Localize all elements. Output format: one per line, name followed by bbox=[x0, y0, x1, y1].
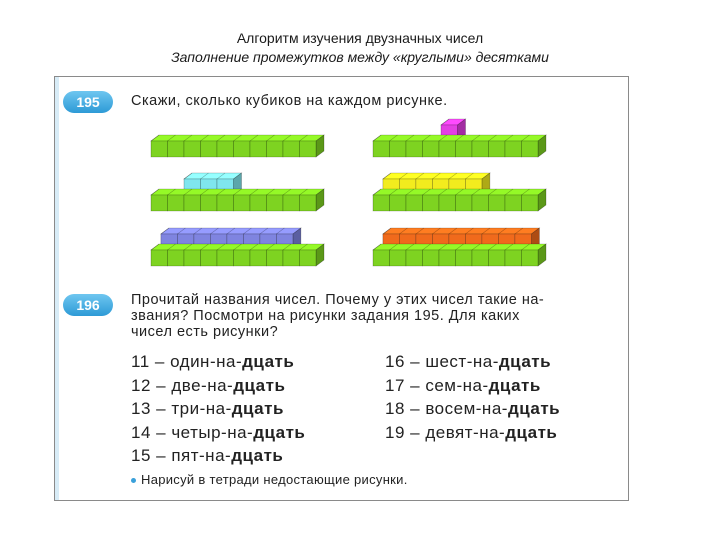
cube bbox=[151, 195, 168, 211]
number-name-row: 18 – восем-на-дцать bbox=[385, 399, 561, 418]
cube bbox=[250, 195, 267, 211]
cube bbox=[267, 195, 284, 211]
cube bbox=[300, 250, 317, 266]
number-name-row: 15 – пят-на-дцать bbox=[131, 446, 284, 465]
page-title: Алгоритм изучения двузначных чисел bbox=[236, 30, 484, 46]
cube bbox=[522, 250, 539, 266]
cube bbox=[472, 195, 489, 211]
number: 12 bbox=[131, 375, 151, 395]
cube bbox=[151, 141, 168, 157]
number-name-suffix: дцать bbox=[231, 446, 284, 465]
cube bbox=[151, 250, 168, 266]
cube bbox=[283, 141, 300, 157]
cube bbox=[217, 195, 234, 211]
number-name-suffix: дцать bbox=[488, 375, 541, 395]
cube bbox=[489, 195, 506, 211]
cube bbox=[522, 195, 539, 211]
task-196-text bbox=[131, 292, 544, 340]
cube bbox=[390, 141, 407, 157]
cube bbox=[423, 250, 440, 266]
cube bbox=[489, 250, 506, 266]
cube bbox=[184, 195, 201, 211]
task-196-note-text: Нарисуй в тетради недостающие рисунки. bbox=[141, 472, 408, 487]
cube bbox=[201, 141, 218, 157]
cube bbox=[505, 250, 522, 266]
cube bbox=[373, 195, 390, 211]
cube bbox=[234, 250, 251, 266]
cube bbox=[283, 195, 300, 211]
cube bbox=[390, 195, 407, 211]
number-name-suffix: дцать bbox=[242, 352, 295, 371]
number-name-base: восем-на- bbox=[425, 399, 508, 418]
number: 14 bbox=[131, 422, 151, 442]
task-196-text-line: чисел есть рисунки? bbox=[131, 324, 279, 340]
number-name-base: две-на- bbox=[171, 375, 234, 395]
numbers-right-column bbox=[385, 350, 560, 444]
cube bbox=[168, 195, 185, 211]
cube bbox=[373, 141, 390, 157]
number-name-suffix: дцать bbox=[253, 422, 306, 442]
cube bbox=[234, 195, 251, 211]
cube bbox=[456, 250, 473, 266]
cube bbox=[406, 250, 423, 266]
number-name-row: 11 – один-на-дцать bbox=[131, 352, 295, 371]
number: 19 bbox=[385, 422, 405, 442]
number-name-suffix: дцать bbox=[505, 422, 558, 442]
number-name-row: 16 – шест-на-дцать bbox=[385, 352, 552, 371]
cube bbox=[456, 195, 473, 211]
cube bbox=[489, 141, 506, 157]
task-196-text-line: звания? Посмотри на рисунки задания 195. Для каких bbox=[131, 308, 520, 324]
number-name-row: 14 – четыр-на-дцать bbox=[131, 422, 306, 442]
cube bbox=[217, 250, 234, 266]
task-196-text-line: Прочитай названия чисел. Почему у этих чисел такие на- bbox=[131, 292, 545, 308]
cube bbox=[373, 250, 390, 266]
number-name-base: четыр-на- bbox=[171, 422, 254, 442]
cube bbox=[423, 195, 440, 211]
number-name-suffix: дцать bbox=[507, 399, 561, 418]
cube bbox=[168, 250, 185, 266]
number-name-suffix: дцать bbox=[233, 375, 286, 395]
number: 13 bbox=[131, 399, 151, 418]
number: 16 bbox=[385, 352, 405, 371]
cube bbox=[201, 195, 218, 211]
number-name-row: 17 – сем-на-дцать bbox=[385, 375, 541, 395]
task-196-badge: 196 bbox=[63, 294, 113, 316]
number-name-base: один-на- bbox=[170, 352, 243, 371]
cube bbox=[184, 250, 201, 266]
number: 17 bbox=[385, 375, 405, 395]
textbook-page bbox=[54, 76, 629, 501]
cube bbox=[168, 141, 185, 157]
number: 15 bbox=[131, 446, 151, 465]
cube bbox=[201, 250, 218, 266]
cube bbox=[283, 250, 300, 266]
number-name-row: 12 – две-на-дцать bbox=[131, 375, 286, 395]
cube bbox=[439, 141, 456, 157]
task-195-badge: 195 bbox=[63, 91, 113, 113]
task-195-text: Скажи, сколько кубиков на каждом рисунке. bbox=[131, 93, 448, 109]
cube bbox=[505, 195, 522, 211]
cube bbox=[267, 250, 284, 266]
cube bbox=[472, 141, 489, 157]
cube bbox=[439, 195, 456, 211]
number-name-base: девят-на- bbox=[425, 422, 506, 442]
bullet-icon bbox=[131, 478, 136, 483]
number-name-suffix: дцать bbox=[498, 352, 552, 371]
cube bbox=[300, 141, 317, 157]
number-name-base: шест-на- bbox=[425, 352, 499, 371]
cube bbox=[250, 250, 267, 266]
cube bbox=[472, 250, 489, 266]
cube bbox=[406, 141, 423, 157]
number: 18 bbox=[385, 399, 405, 418]
cube bbox=[423, 141, 440, 157]
cube bbox=[267, 141, 284, 157]
cube-pictures bbox=[55, 77, 628, 287]
extra-cubes-rod-top bbox=[184, 173, 242, 179]
page-subtitle: Заполнение промежутков между «круглыми» десятками bbox=[171, 49, 549, 65]
cube bbox=[300, 195, 317, 211]
cube bbox=[406, 195, 423, 211]
cube bbox=[234, 141, 251, 157]
task-196-note bbox=[131, 472, 408, 487]
cube bbox=[522, 141, 539, 157]
number-name-base: сем-на- bbox=[425, 375, 489, 395]
cube bbox=[390, 250, 407, 266]
cube bbox=[439, 250, 456, 266]
numbers-left-column bbox=[131, 350, 305, 468]
cube bbox=[456, 141, 473, 157]
number: 11 bbox=[131, 352, 150, 371]
number-name-row: 19 – девят-на-дцать bbox=[385, 422, 558, 442]
cube bbox=[250, 141, 267, 157]
number-name-suffix: дцать bbox=[231, 399, 284, 418]
number-name-row: 13 – три-на-дцать bbox=[131, 399, 284, 418]
number-name-base: три-на- bbox=[171, 399, 232, 418]
cube bbox=[217, 141, 234, 157]
number-name-base: пят-на- bbox=[171, 446, 232, 465]
cube bbox=[184, 141, 201, 157]
cube bbox=[505, 141, 522, 157]
